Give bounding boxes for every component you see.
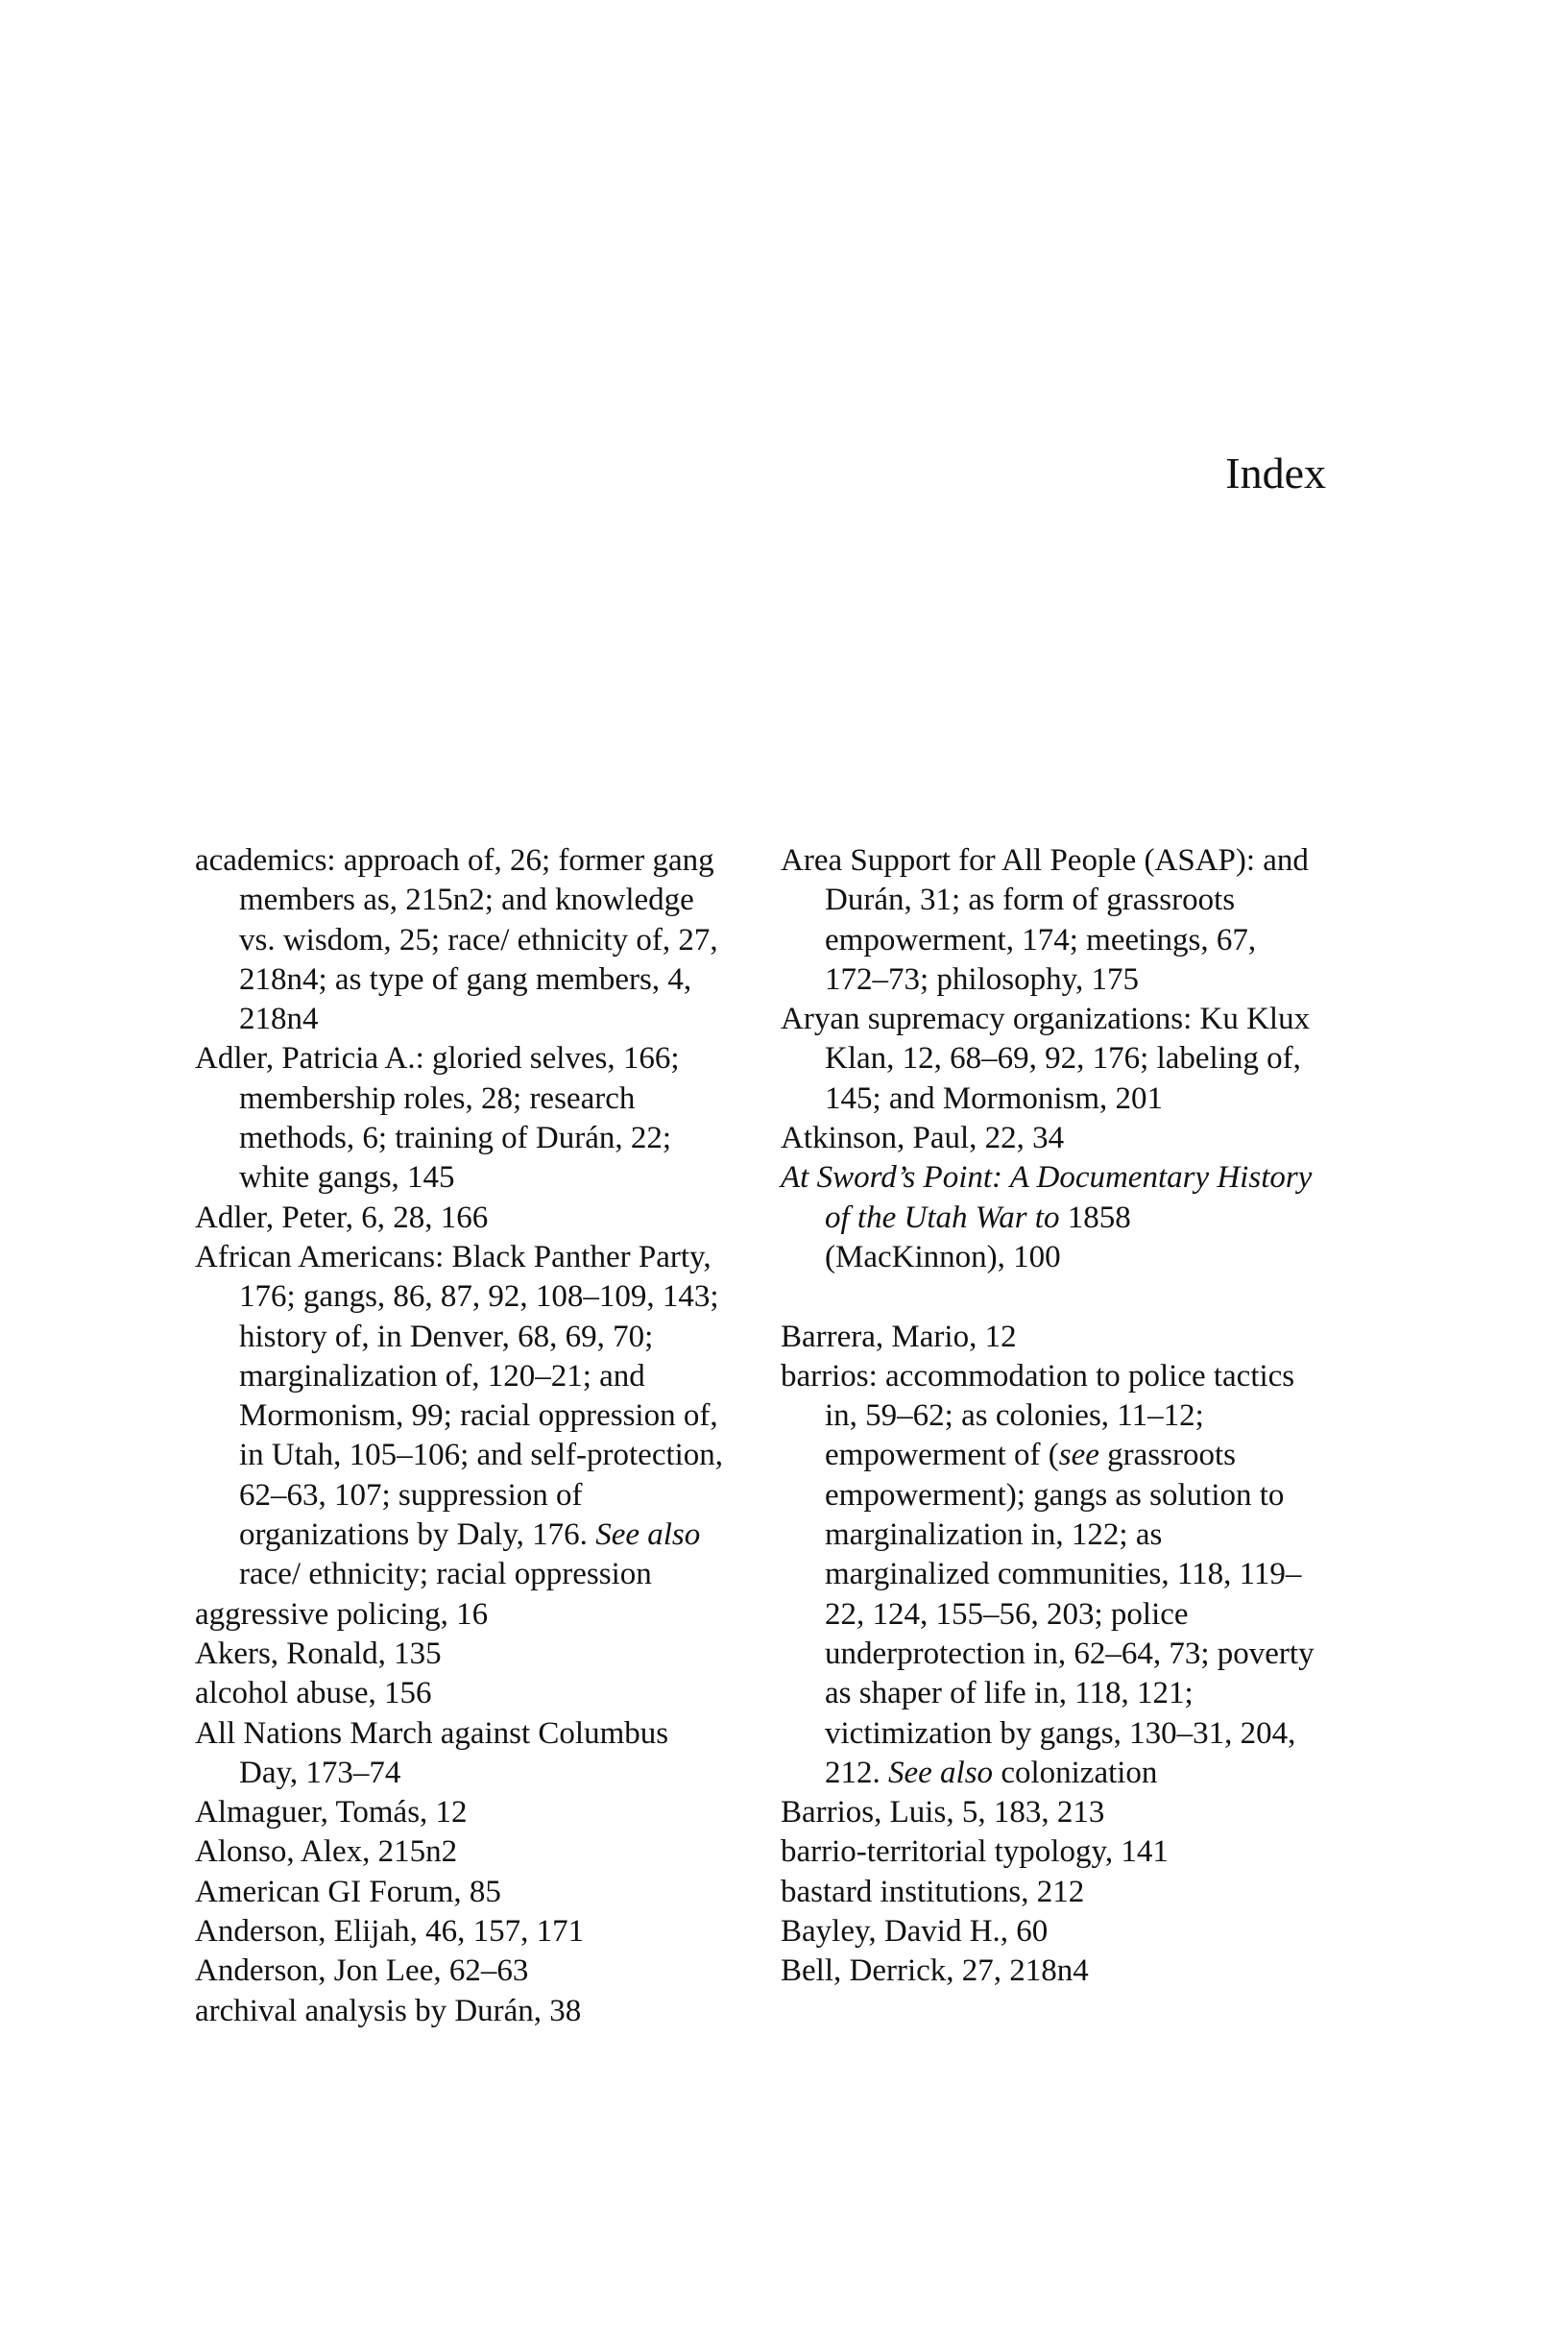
index-entry (195, 1952, 733, 1991)
index-entry-text: see (1058, 1438, 1099, 1473)
index-entry-text: Adler, Peter, 6, 28, 166 (195, 1200, 489, 1235)
index-entry (195, 1873, 733, 1912)
index-entry (195, 1238, 733, 1595)
index-entry-text: barrio-territorial typology, 141 (781, 1834, 1169, 1870)
index-entry-text: colonization (993, 1755, 1158, 1790)
index-entry-text: alcohol abuse, 156 (195, 1676, 432, 1711)
index-entry (781, 1000, 1318, 1119)
page-title: Index (1225, 449, 1326, 497)
index-entry (781, 1158, 1318, 1277)
index-entry-text: Alonso, Alex, 215n2 (195, 1834, 458, 1870)
index-entry (781, 1793, 1318, 1832)
index-entry (195, 1992, 733, 2031)
index-entry (195, 1714, 733, 1794)
index-column-left (195, 841, 733, 2031)
index-entry-text: See also (595, 1517, 701, 1553)
index-entry (195, 1832, 733, 1872)
index-entry-text: Adler, Patricia A.: gloried selves, 166; membership roles, 28; research methods, 6; training of Durán, 22; white gangs, 145 (195, 1041, 680, 1196)
index-entry (781, 1832, 1318, 1872)
index-entry-text: American GI Forum, 85 (195, 1874, 501, 1909)
index-entry-text: Anderson, Elijah, 46, 157, 171 (195, 1914, 585, 1950)
index-entry-text: Akers, Ronald, 135 (195, 1636, 442, 1671)
index-entry (195, 1595, 733, 1635)
index-entry-text: Almaguer, Tomás, 12 (195, 1795, 468, 1831)
index-entry (195, 1674, 733, 1713)
index-entry-text: grassroots empowerment); gangs as solution to marginalization in, 122; as marginalized communities, 118, 119–22, 124, 155–56, 203; police underprotection in, 62–64, 73; poverty as shaper of life in, 118, 121; victimization by gangs, 130–31, 204, 212. (825, 1438, 1315, 1790)
index-entry-text: Area Support for All People (ASAP): and Durán, 31; as form of grassroots empowerment, 174; meetings, 67, 172–73; philosophy, 175 (781, 843, 1309, 997)
index-entry-text: Anderson, Jon Lee, 62–63 (195, 1953, 529, 1989)
index-entry-text: Aryan supremacy organizations: Ku Klux Klan, 12, 68–69, 92, 176; labeling of, 145; and Mormonism, 201 (781, 1002, 1311, 1116)
index-entry-text: Barrios, Luis, 5, 183, 213 (781, 1795, 1105, 1831)
index-entry (781, 841, 1318, 1000)
index-entry (195, 841, 733, 1039)
index-entry-text: academics: approach of, 26; former gang members as, 215n2; and knowledge vs. wisdom, 25; race/ ethnicity of, 27, 218n4; as type of gang members, 4, 218n4 (195, 843, 718, 1037)
index-entry-text: Bayley, David H., 60 (781, 1914, 1049, 1950)
index-entry (781, 1952, 1318, 1991)
index-entry-text: All Nations March against Columbus Day, 173–74 (195, 1715, 669, 1790)
index-entry (195, 1793, 733, 1832)
index-entry-text: Bell, Derrick, 27, 218n4 (781, 1953, 1089, 1989)
index-entry-text: barrios: accommodation to police tactics in, 59–62; as colonies, 11–12; empowerment of ( (781, 1358, 1295, 1473)
index-entry (195, 1635, 733, 1674)
index-entry (781, 1873, 1318, 1912)
index-entry-text: African Americans: Black Panther Party, 176; gangs, 86, 87, 92, 108–109, 143; history of, in Denver, 68, 69, 70; marginalization of, 120–21; and Mormonism, 99; racial oppression of, in Utah, 105–106; and self-protection, 62–63, 107; suppression of organizations by Daly, 176. (195, 1239, 724, 1553)
index-entry-text: bastard institutions, 212 (781, 1874, 1085, 1909)
index-entry-text: race/ ethnicity; racial oppression (239, 1557, 652, 1592)
index-column-right (781, 841, 1318, 1992)
index-entry-text: Atkinson, Paul, 22, 34 (781, 1121, 1065, 1156)
index-entry (781, 1119, 1318, 1158)
index-entry-text: See also (888, 1755, 994, 1790)
index-entry (781, 1912, 1318, 1952)
index-entry-text: At Sword’s Point: A Documentary History of the Utah War to (781, 1160, 1313, 1235)
index-entry (195, 1039, 733, 1198)
index-entry (195, 1912, 733, 1952)
index-entry-text: Barrera, Mario, 12 (781, 1319, 1017, 1354)
index-entry (195, 1199, 733, 1238)
index-entry (781, 1318, 1318, 1357)
index-entry-text: aggressive policing, 16 (195, 1596, 489, 1632)
index-entry-text: archival analysis by Durán, 38 (195, 1993, 582, 2028)
index-letter-gap (781, 1277, 1318, 1317)
index-entry-text: 1858 (MacKinnon), 100 (825, 1200, 1131, 1274)
index-entry (781, 1357, 1318, 1793)
